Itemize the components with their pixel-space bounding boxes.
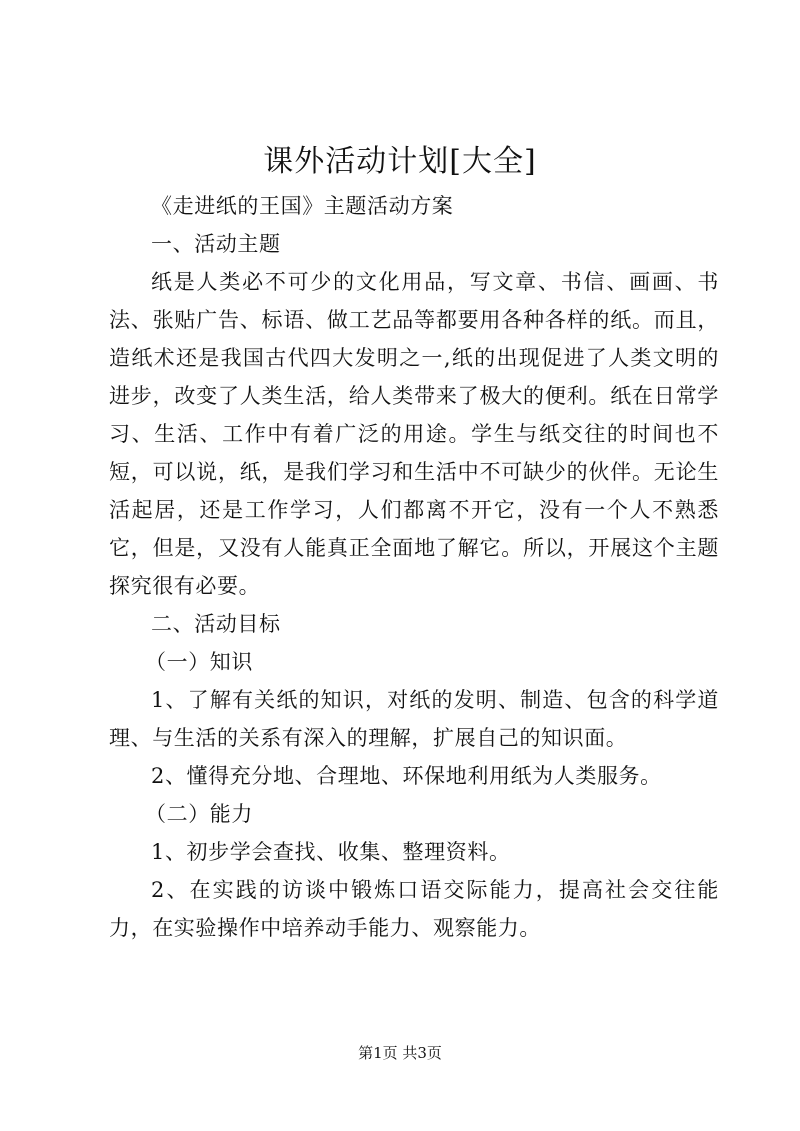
activity-plan-heading: 《走进纸的王国》主题活动方案 <box>151 194 454 218</box>
section-heading-goals: 二、活动目标 <box>151 612 281 636</box>
document-body <box>109 187 719 947</box>
page-footer: 第1页 共3页 <box>358 1044 442 1062</box>
paragraph-theme-text: 纸是人类必不可少的文化用品，写文章、书信、画画、书法、张贴广告、标语、做工艺品等都要用各种各样的纸。而且，造纸术还是我国古代四大发明之一,纸的出现促进了人类文明的进步，改变了人类生活，给人类带来了极大的便利。纸在日常学习、生活、工作中有着广泛的用途。学生与纸交往的时间也不短，可以说，纸，是我们学习和生活中不可缺少的伙伴。无论生活起居，还是工作学习，人们都离不开它，没有一个人不熟悉它，但是，又没有人能真正全面地了解它。所以，开展这个主题探究很有必要。 <box>109 270 719 598</box>
section-heading-theme: 一、活动主题 <box>151 232 281 256</box>
knowledge-item-1: 1、了解有关纸的知识，对纸的发明、制造、包含的科学道理、与生活的关系有深入的理解，扩展自己的知识面。 <box>109 688 719 750</box>
document-title: 课外活动计划[大全] <box>263 144 537 179</box>
knowledge-item-2: 2、懂得充分地、合理地、环保地利用纸为人类服务。 <box>151 764 662 788</box>
ability-item-1: 1、初步学会查找、收集、整理资料。 <box>151 840 511 864</box>
ability-item-2: 2、在实践的访谈中锻炼口语交际能力，提高社会交往能力，在实验操作中培养动手能力、观察能力。 <box>109 878 719 940</box>
subsection-heading-ability: （二）能力 <box>145 802 253 826</box>
subsection-heading-knowledge: （一）知识 <box>145 650 253 674</box>
